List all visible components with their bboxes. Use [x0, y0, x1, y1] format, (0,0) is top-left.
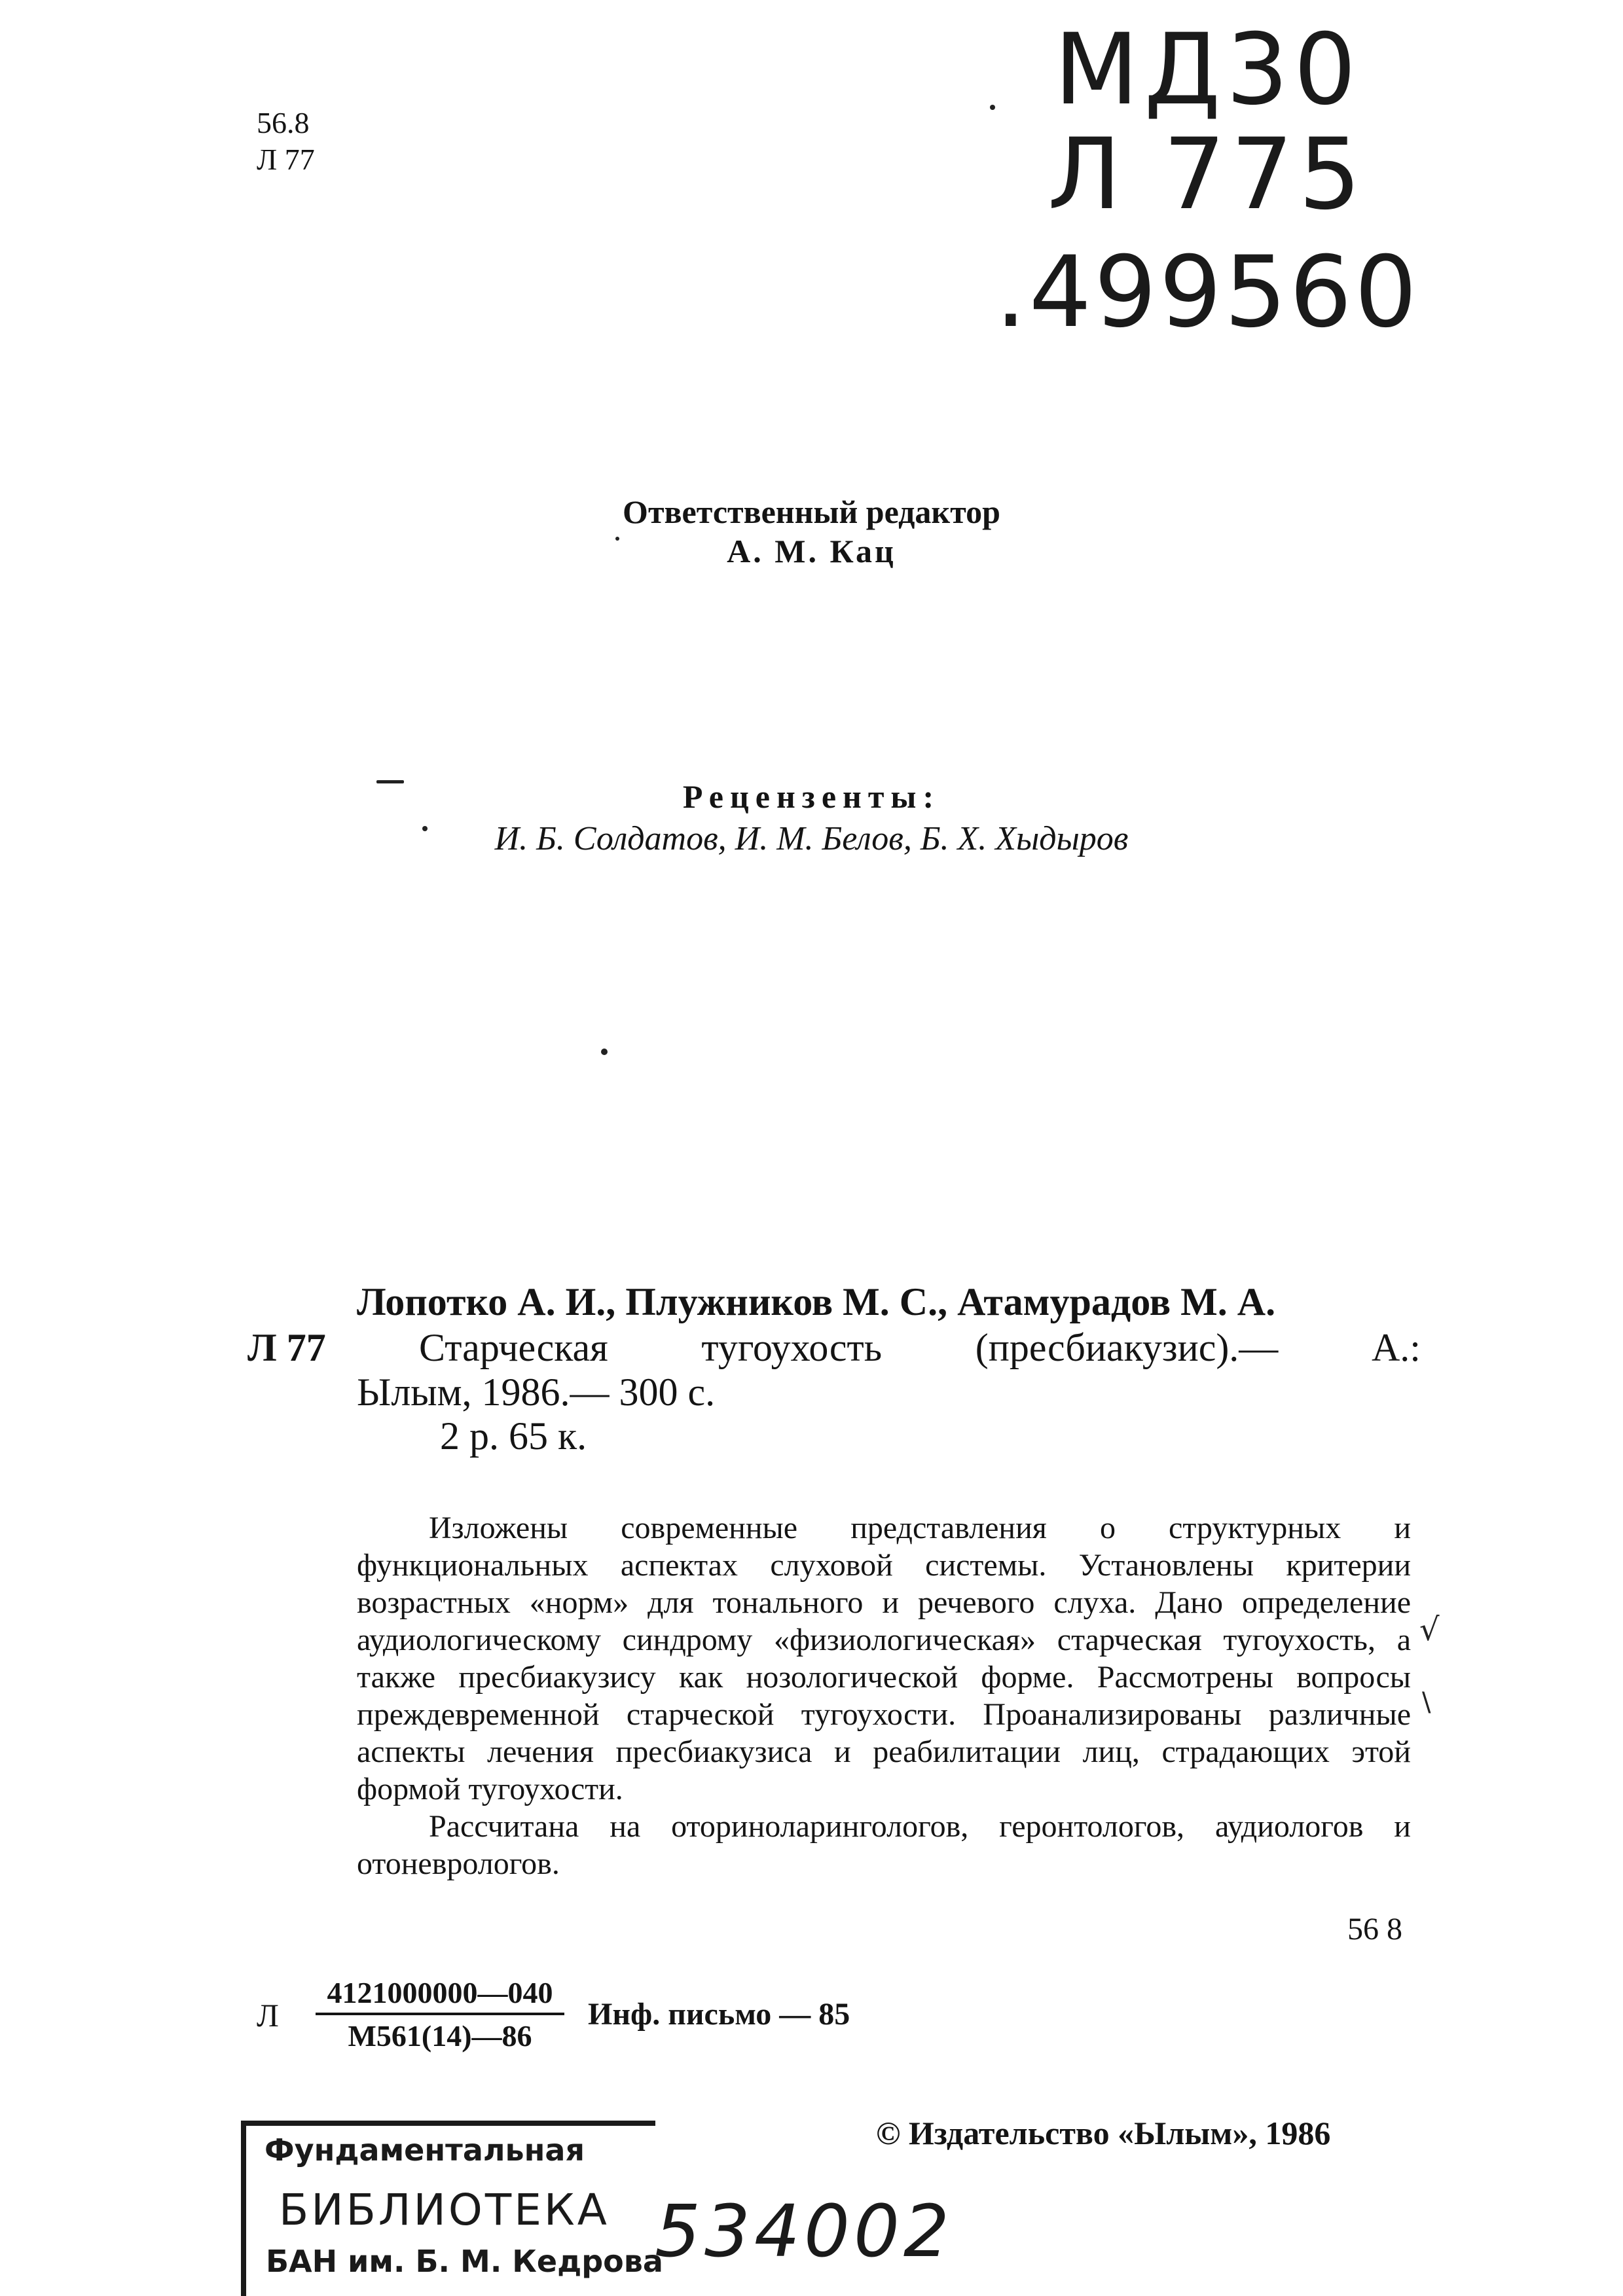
handwritten-mark-3: .499560 — [995, 236, 1420, 350]
title-word: тугоухость — [701, 1326, 883, 1369]
scan-speck — [376, 780, 404, 783]
stamp-line-3: БАН им. Б. М. Кедрова — [266, 2244, 663, 2279]
stamp-line-2: БИБЛИОТЕКА — [279, 2185, 610, 2235]
catalog-publisher-line: Ылым, 1986.— 300 с. — [357, 1371, 716, 1414]
editor-name: А. М. Кац — [727, 533, 896, 569]
editor-label: Ответственный редактор — [623, 493, 1000, 530]
abstract-paragraph: Рассчитана на оториноларингологов, геронтологов, аудиологов и отоневрологов. — [357, 1809, 1411, 1881]
check-mark-icon: √ — [1419, 1611, 1440, 1648]
catalog-price: 2 р. 65 к. — [440, 1414, 587, 1458]
imprint-fraction — [316, 1973, 564, 2057]
title-word: Старческая — [419, 1326, 608, 1369]
catalog-title-line — [419, 1325, 1421, 1371]
scan-speck — [422, 826, 428, 831]
imprint-denominator: М561(14)—86 — [348, 2019, 532, 2053]
imprint-numerator: 4121000000—040 — [316, 1973, 564, 2015]
abstract-paragraph: Изложены современные представления о структурных и функциональных аспектах слуховой системы. Установлены критерии возрастных «норм» для тонального и речевого слуха. Дано определение аудиологическому синдрому «физиологическая» старческая тугоухость, а также пресбиакузису как нозологической форме. Рассмотрены вопросы преждевременной старческой тугоухости. Проанализированы различные аспекты лечения пресбиакузиса и реабилитации лиц, страдающих этой формой тугоухости. — [357, 1511, 1411, 1806]
classification-block — [257, 105, 315, 178]
reviewers-label: Рецензенты: — [682, 778, 941, 815]
catalog-authors: Лопотко А. И., Плужников М. С., Атамурадов М. А. — [357, 1280, 1276, 1323]
scan-speck — [615, 537, 619, 541]
title-word: (пресбиакузис).— — [975, 1326, 1279, 1369]
handwritten-mark-1: МД30 — [1054, 13, 1362, 127]
tick-mark-icon: \ — [1422, 1687, 1431, 1717]
reviewers-names: И. Б. Солдатов, И. М. Белов, Б. Х. Хыдыров — [494, 820, 1129, 857]
imprint-letter: Л — [257, 1997, 279, 2034]
library-stamp — [241, 2121, 663, 2296]
classification-code: 56.8 — [257, 106, 310, 139]
stamp-line-1: Фундаментальная — [264, 2132, 585, 2168]
title-word: А.: — [1371, 1326, 1421, 1369]
handwritten-mark-2: Л 775 — [1048, 118, 1366, 232]
editor-block — [0, 492, 1623, 571]
abstract — [357, 1509, 1411, 1882]
scan-speck — [990, 105, 995, 110]
scan-speck — [601, 1049, 608, 1055]
author-mark: Л 77 — [257, 143, 315, 176]
inventory-number: 534002 — [655, 2189, 953, 2273]
imprint-note: Инф. письмо — 85 — [588, 1997, 850, 2032]
catalog-index: Л 77 — [247, 1326, 326, 1369]
udc-code: 56 8 — [1347, 1912, 1402, 1946]
copyright-line: © Издательство «Ылым», 1986 — [876, 2115, 1331, 2151]
